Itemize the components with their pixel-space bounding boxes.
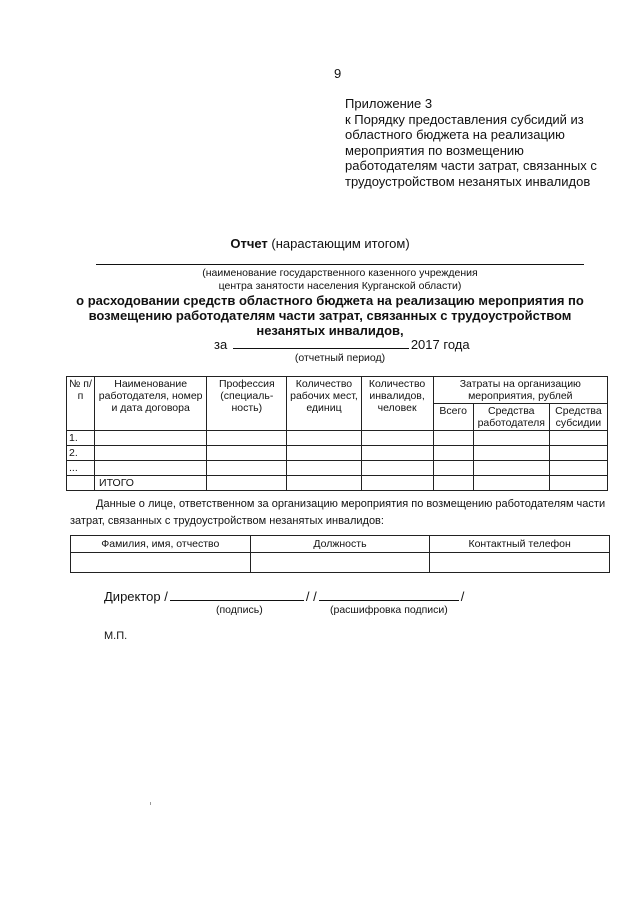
appendix-line: мероприятия по возмещению	[345, 142, 524, 158]
org-caption	[150, 267, 530, 293]
org-caption-line-1: (наименование государственного казенного учреждения	[202, 267, 478, 279]
signature-label: Директор	[104, 589, 161, 604]
row-number: 1.	[67, 431, 95, 446]
table-row	[67, 446, 608, 461]
period-blank	[233, 336, 409, 349]
header-profession: Профессия (специаль- ность)	[207, 377, 287, 431]
sign-caption: (подпись)	[216, 604, 263, 616]
header-num: № п/п	[67, 377, 95, 431]
page-number: 9	[334, 66, 342, 81]
appendix-title: Приложение 3	[345, 96, 433, 111]
period-suffix: 2017 года	[410, 337, 470, 352]
appendix-line: областного бюджета на реализацию	[345, 127, 565, 142]
responsible-text: Данные о лице, ответственном за организацию мероприятия по возмещению работодателям части затрат, связанных с трудоустройством незанятых инвалидов:	[70, 498, 606, 527]
appendix-line: к Порядку предоставления субсидий из	[345, 111, 584, 127]
header-disabled: Количество инвалидов, человек	[361, 377, 433, 431]
slash: /	[313, 589, 317, 604]
appendix-line: трудоустройством незанятых инвалидов	[345, 173, 591, 189]
decode-blank	[319, 588, 459, 601]
signature-blank	[170, 588, 304, 601]
report-title-bold: Отчет	[230, 236, 268, 251]
appendix-block	[345, 96, 625, 189]
report-title	[0, 236, 640, 251]
contacts-header-position: Должность	[250, 536, 430, 553]
header-total: Всего	[433, 404, 473, 431]
scan-speck	[150, 802, 151, 805]
signature-row	[104, 588, 464, 604]
table-row	[67, 461, 608, 476]
contacts-header-name: Фамилия, имя, отчество	[71, 536, 251, 553]
slash: /	[305, 589, 310, 604]
table-row	[67, 431, 608, 446]
appendix-line: работодателям части затрат, связанных с	[345, 158, 597, 173]
stamp-label: М.П.	[104, 630, 128, 642]
header-subsidy-funds: Средства субсидии	[549, 404, 607, 431]
period-caption: (отчетный период)	[294, 352, 386, 364]
header-workplaces: Количество рабочих мест, единиц	[287, 377, 361, 431]
row-number: 2.	[67, 446, 95, 461]
contacts-header-phone: Контактный телефон	[430, 536, 610, 553]
org-name-line	[96, 264, 584, 265]
row-number: ...	[67, 461, 95, 476]
report-title-rest: (нарастающим итогом)	[267, 236, 410, 251]
total-label: ИТОГО	[95, 476, 207, 491]
slash: /	[164, 589, 168, 604]
org-caption-line-2: центра занятости населения Курганской области)	[218, 280, 462, 292]
decode-caption: (расшифровка подписи)	[330, 604, 448, 616]
report-purpose: о расходовании средств областного бюджета на реализацию мероприятия по возмещению работодателям части затрат, связанных с трудоустройством незанятых инвалидов,	[76, 293, 584, 338]
slash: /	[460, 589, 465, 604]
header-costs: Затраты на организацию мероприятия, рублей	[433, 377, 607, 404]
period-row	[214, 336, 470, 352]
header-employer: Наименование работодателя, номер и дата договора	[95, 377, 207, 431]
header-employer-funds: Средства работодателя	[473, 404, 549, 431]
report-table	[66, 376, 608, 491]
contacts-row	[71, 553, 610, 573]
contacts-table	[70, 535, 610, 573]
period-prefix: за	[214, 337, 228, 352]
total-row	[67, 476, 608, 491]
